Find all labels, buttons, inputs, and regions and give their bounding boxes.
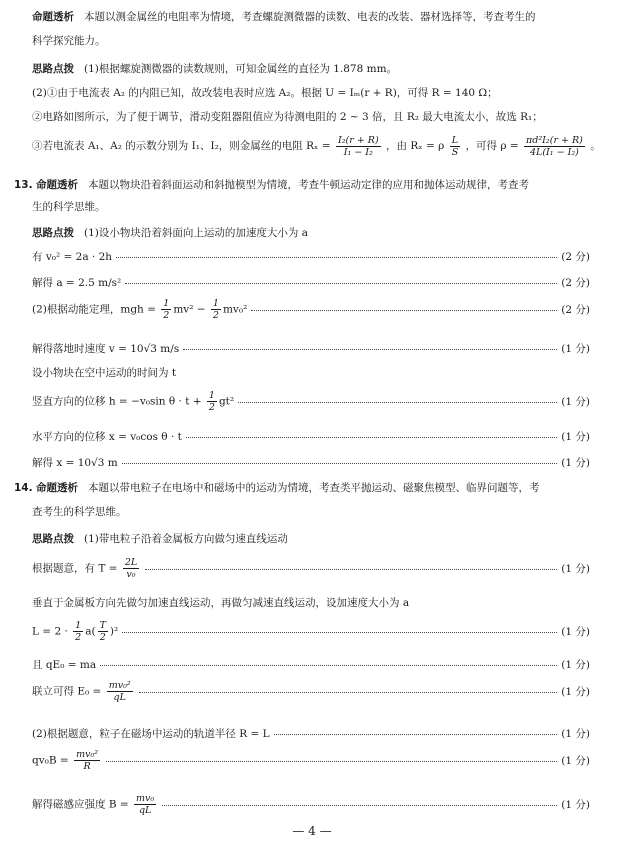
q14-equation: 且 qE₀ = ma (32, 659, 97, 671)
period-fraction (123, 557, 139, 580)
score-points: (1 分) (561, 755, 590, 767)
equation-text: 联立可得 E₀ = (32, 685, 102, 698)
q12-resistivity-fraction (524, 135, 585, 158)
fraction-numerator: T (99, 620, 106, 631)
equation-text: (2)根据动能定理，mgh = (32, 303, 156, 316)
q14-step-1: (1)带电粒子沿着金属板方向做匀速直线运动 (84, 533, 288, 545)
leader-dots (251, 310, 557, 311)
leader-dots (162, 805, 557, 806)
q12-step-4-text-d: 。 (590, 140, 601, 152)
leader-dots (100, 665, 557, 666)
fraction-numerator: mv₀ (136, 793, 155, 804)
q12-step-1: (1)根据螺旋测微器的读数规则，可知金属丝的直径为 1.878 mm。 (84, 63, 398, 75)
fraction-denominator: I₁ − I₂ (343, 146, 373, 158)
fraction-numerator: I₂(r + R) (337, 134, 379, 146)
q14-score-row (32, 680, 590, 703)
fraction-denominator: 2 (99, 632, 106, 643)
q13-analysis-line (14, 178, 590, 192)
leader-dots (183, 349, 557, 350)
q14-equation (32, 620, 118, 643)
equation-text: )² (109, 625, 119, 638)
q12-step-4-text-b: ，由 Rₓ = ρ (386, 140, 445, 152)
half-period-fraction (98, 620, 108, 643)
leader-dots (125, 283, 557, 284)
q14-equation (32, 749, 102, 772)
q14-score-row (32, 557, 590, 580)
leader-dots (122, 463, 558, 464)
q12-resistance-fraction (336, 135, 381, 158)
q14-analysis-label: 命题透析 (35, 482, 78, 494)
fraction-numerator: 2L (124, 557, 138, 568)
q13-hint-label: 思路点拨 (32, 227, 74, 239)
equation-text: 竖直方向的位移 h = −v₀sin θ · t + (32, 395, 202, 408)
q13-score-row (32, 341, 590, 356)
score-points: (1 分) (561, 686, 590, 698)
q12-analysis-line (32, 10, 590, 24)
q12-analysis-text: 本题以测金属丝的电阻率为情境，考查螺旋测微器的读数、电表的改装、器材选择等，考查考生的 (84, 11, 536, 23)
q13-step-2: 设小物块在空中运动的时间为 t (32, 367, 177, 379)
score-points: (1 分) (561, 396, 590, 408)
q14-score-row (32, 749, 590, 772)
q13-equation: 水平方向的位移 x = v₀cos θ · t (32, 431, 182, 443)
leader-dots (145, 569, 557, 570)
q13-score-row (32, 275, 590, 290)
score-points: (1 分) (561, 626, 590, 638)
q14-hint-label: 思路点拨 (32, 533, 74, 545)
fraction-numerator: 1 (208, 390, 215, 401)
q13-number: 13. (14, 179, 33, 191)
leader-dots (116, 257, 557, 258)
q14-score-row (32, 620, 590, 643)
q14-analysis-text-2: 查考生的科学思维。 (32, 506, 127, 518)
q12-analysis-label: 命题透析 (32, 11, 74, 23)
fraction-denominator: 2 (208, 402, 215, 413)
q13-step-1: (1)设小物块沿着斜面向上运动的加速度大小为 a (84, 227, 308, 239)
score-points: (1 分) (561, 457, 590, 469)
half-fraction (73, 620, 83, 643)
q12-hint-line (32, 62, 590, 76)
q14-equation (32, 680, 135, 703)
q12-analysis-text-2: 科学探究能力。 (32, 35, 106, 47)
q12-step-3: ②电路如图所示，为了便于调节，滑动变阻器阻值应为待测电阻的 2 ~ 3 倍，且 R₂ 最大电流太小，故选 R₁； (32, 111, 543, 123)
equation-text: qv₀B = (32, 754, 69, 767)
fraction-denominator: 4L(I₁ − I₂) (530, 146, 579, 158)
score-points: (1 分) (561, 728, 590, 740)
score-points: (1 分) (561, 563, 590, 575)
leader-dots (122, 632, 557, 633)
q13-equation (32, 298, 247, 321)
fraction-denominator: S (451, 146, 459, 158)
score-points: (1 分) (561, 431, 590, 443)
fraction-numerator: mv₀² (108, 680, 131, 691)
q12-ls-fraction (450, 135, 461, 158)
fraction-denominator: qL (138, 805, 152, 816)
score-points: (1 分) (561, 659, 590, 671)
q13-score-row (32, 249, 590, 264)
q13-score-row (32, 429, 590, 444)
equation-text: a( (85, 625, 96, 638)
page-number: — 4 — (292, 824, 332, 838)
q13-equation: 解得 x = 10√3 m (32, 457, 118, 469)
q12-step-2: (2)①由于电流表 A₂ 的内阻已知，故改装电表时应选 A₂。根据 U = Iₘ(r + R)，可得 R = 140 Ω； (32, 87, 498, 99)
fraction-denominator: v₀ (126, 569, 136, 580)
q14-score-row (32, 657, 590, 672)
fraction-denominator: R (83, 761, 91, 772)
field-fraction (107, 680, 133, 703)
half-fraction (211, 298, 221, 321)
fraction-numerator: mv₀² (76, 749, 99, 760)
q13-score-row (32, 390, 590, 413)
q13-score-row (32, 298, 590, 321)
q14-analysis-text: 本题以带电粒子在电场中和磁场中的运动为情境，考查类平抛运动、磁聚焦模型、临界问题等，考 (87, 482, 540, 494)
score-points: (2 分) (561, 251, 590, 263)
equation-text: 根据题意，有 T = (32, 562, 118, 575)
q12-step-4-text-c: ，可得 ρ = (465, 140, 519, 152)
fraction-denominator: 2 (163, 310, 170, 321)
q12-step-4 (32, 134, 601, 158)
equation-text: 解得磁感应强度 B = (32, 798, 129, 811)
half-fraction (207, 390, 217, 413)
fraction-denominator: 2 (75, 632, 82, 643)
equation-text: mv₀² (222, 303, 248, 316)
q14-hint-line (32, 532, 590, 546)
q13-score-row (32, 455, 590, 470)
leader-dots (238, 402, 557, 403)
equation-text: gt² (218, 395, 235, 408)
q13-equation: 有 v₀² = 2a · 2h (32, 251, 113, 263)
q12-step-4-text-a: ③若电流表 A₁、A₂ 的示数分别为 I₁、I₂，则金属丝的电阻 Rₓ = (32, 140, 331, 152)
q13-equation: 解得 a = 2.5 m/s² (32, 277, 122, 289)
q12-hint-label: 思路点拨 (32, 63, 74, 75)
q13-analysis-text-2: 生的科学思维。 (32, 201, 106, 213)
equation-text: L = 2 · (32, 625, 68, 638)
score-points: (1 分) (561, 343, 590, 355)
half-fraction (161, 298, 171, 321)
q14-equation: (2)根据题意，粒子在磁场中运动的轨道半径 R = L (32, 728, 270, 740)
q14-score-row (32, 793, 590, 816)
field-strength-fraction (134, 793, 156, 816)
force-fraction (74, 749, 100, 772)
q14-equation (32, 557, 141, 580)
fraction-numerator: πd²I₂(r + R) (526, 134, 583, 146)
fraction-numerator: 1 (163, 298, 170, 309)
leader-dots (274, 734, 558, 735)
score-points: (2 分) (561, 277, 590, 289)
fraction-denominator: 2 (212, 310, 219, 321)
q14-equation (32, 793, 158, 816)
q13-equation: 解得落地时速度 v = 10√3 m/s (32, 343, 180, 355)
q14-number: 14. (14, 482, 33, 494)
score-points: (1 分) (561, 799, 590, 811)
q14-analysis-line (14, 481, 590, 495)
fraction-numerator: 1 (75, 620, 82, 631)
leader-dots (186, 437, 557, 438)
q13-hint-line (32, 226, 590, 240)
equation-text: mv² − (173, 303, 206, 316)
q14-step-2: 垂直于金属板方向先做匀加速直线运动，再做匀减速直线运动，设加速度大小为 a (32, 597, 410, 609)
q13-analysis-label: 命题透析 (35, 179, 78, 191)
score-points: (2 分) (561, 304, 590, 316)
fraction-numerator: 1 (212, 298, 219, 309)
leader-dots (139, 692, 558, 693)
q13-equation (32, 390, 234, 413)
q13-analysis-text: 本题以物块沿着斜面运动和斜抛模型为情境，考查牛顿运动定律的应用和抛体运动规律，考查考 (87, 179, 529, 191)
fraction-numerator: L (451, 134, 459, 146)
fraction-denominator: qL (113, 692, 126, 703)
q14-score-row (32, 726, 590, 741)
leader-dots (106, 761, 557, 762)
